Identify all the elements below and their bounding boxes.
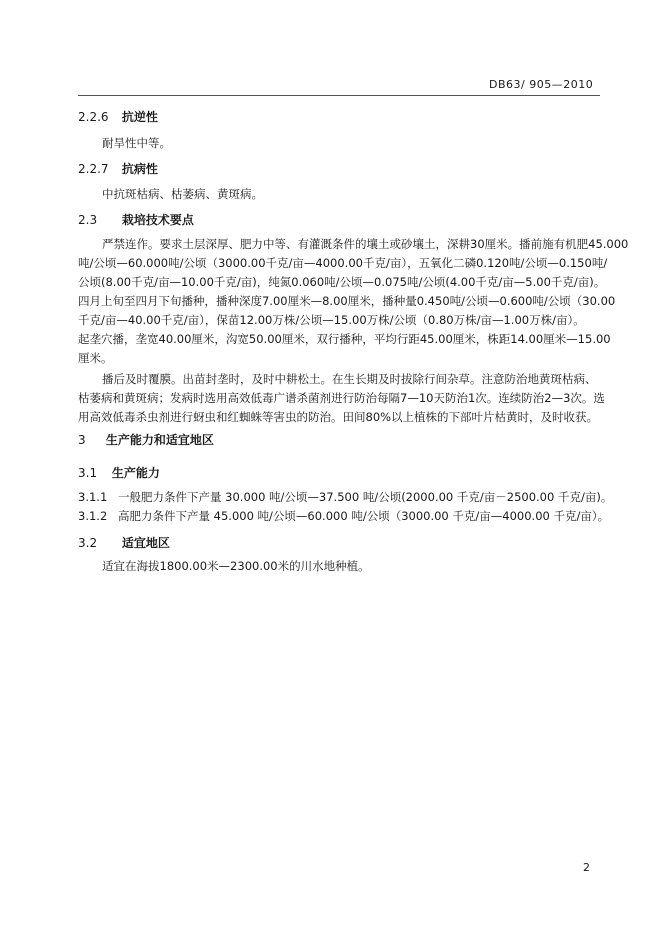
section-heading-2-2-6 <box>78 108 158 125</box>
cultivation-paragraph-1 <box>78 235 629 368</box>
section-heading-2-2-7 <box>78 160 158 177</box>
document-code: DB63/ 905—2010 <box>489 78 594 91</box>
section-number: 3.1 <box>78 466 98 480</box>
clause-number: 3.1.2 <box>78 509 108 523</box>
paragraph-line: 枯萎病和黄斑病；发病时选用高效低毒广谱杀菌剂进行防治每隔7—10天防治1次。连续防治2—3次。选 <box>78 391 605 405</box>
clause-3-1-1 <box>78 489 612 505</box>
paragraph-line: 四月上旬至四月下旬播种，播种深度7.00厘米—8.00厘米，播种量0.450吨/公顷—0.600吨/公顷（30.00 <box>78 294 616 308</box>
paragraph-line: 公顷(8.00千克/亩—10.00千克/亩)，纯氮0.060吨/公顷—0.075吨/公顷(4.00千克/亩—5.00千克/亩)。 <box>78 275 606 289</box>
section-number: 2.2.7 <box>78 162 109 176</box>
clause-text: 高肥力条件下产量 45.000 吨/公顷—60.000 吨/公顷（3000.00 千克/亩—4000.00 千克/亩）。 <box>118 509 610 523</box>
section-heading-2-3 <box>78 211 194 228</box>
section-text-2-2-7: 中抗斑枯病、枯萎病、黄斑病。 <box>102 187 263 201</box>
paragraph-line: 严禁连作。要求土层深厚、肥力中等、有灌溉条件的壤土或砂壤土，深耕30厘米。播前施有机肥45.000 <box>102 237 629 251</box>
section-heading-3-2 <box>78 534 170 551</box>
paragraph-line: 千克/亩—40.00千克/亩），保苗12.00万株/公顷—15.00万株/公顷（0.80万株/亩—1.00万株/亩）。 <box>78 313 585 327</box>
paragraph-line: 厘米。 <box>78 351 113 365</box>
section-number: 2.2.6 <box>78 110 109 124</box>
section-title: 生产能力和适宜地区 <box>105 433 214 447</box>
section-number: 3 <box>78 433 86 447</box>
section-number: 2.3 <box>78 213 98 227</box>
header-rule <box>78 95 600 96</box>
clause-number: 3.1.1 <box>78 490 108 504</box>
section-heading-3 <box>78 431 214 448</box>
paragraph-line: 播后及时覆膜。出苗封垄时，及时中耕松土。在生长期及时拔除行间杂草。注意防治地黄斑枯病、 <box>102 372 597 386</box>
section-title: 抗病性 <box>121 162 158 176</box>
section-heading-3-1 <box>78 464 160 481</box>
cultivation-paragraph-2 <box>78 370 605 427</box>
page-number: 2 <box>583 861 590 874</box>
section-title: 适宜地区 <box>121 536 170 550</box>
section-text-3-2: 适宜在海拔1800.00米—2300.00米的川水地种植。 <box>102 559 370 573</box>
section-number: 3.2 <box>78 536 98 550</box>
clause-text: 一般肥力条件下产量 30.000 吨/公顷—37.500 吨/公顷(2000.00 千克/亩－2500.00 千克/亩)。 <box>118 490 613 504</box>
clause-3-1-2 <box>78 508 609 524</box>
section-text-2-2-6: 耐旱性中等。 <box>102 136 171 150</box>
section-title: 生产能力 <box>111 466 160 480</box>
section-title: 栽培技术要点 <box>121 213 194 227</box>
paragraph-line: 吨/公顷—60.000吨/公顷（3000.00千克/亩—4000.00千克/亩），五氧化二磷0.120吨/公顷—0.150吨/ <box>78 256 608 270</box>
paragraph-line: 起垄穴播，垄宽40.00厘米，沟宽50.00厘米，双行播种，平均行距45.00厘米，株距14.00厘米—15.00 <box>78 332 611 346</box>
section-title: 抗逆性 <box>121 110 158 124</box>
paragraph-line: 用高效低毒杀虫剂进行蚜虫和红蜘蛛等害虫的防治。田间80%以上植株的下部叶片枯黄时，及时收获。 <box>78 410 599 424</box>
